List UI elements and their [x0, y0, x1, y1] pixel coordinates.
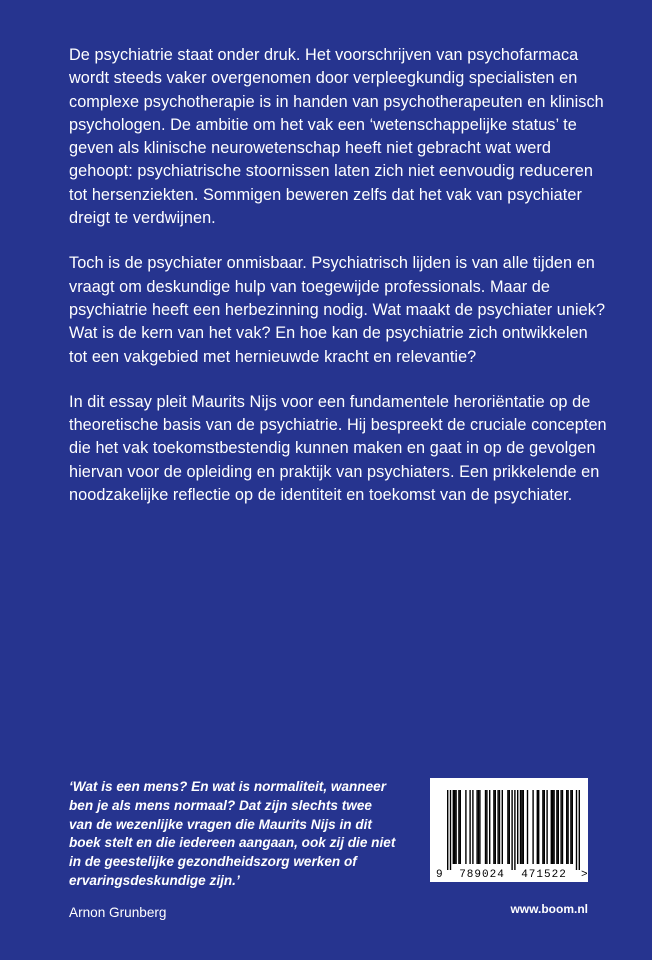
barcode-bar — [532, 790, 533, 864]
barcode-end-mark: > — [581, 869, 588, 881]
barcode-right-digits: 471522 — [521, 869, 567, 881]
barcode-bar — [527, 790, 528, 864]
barcode-bar — [455, 790, 456, 864]
barcode-graphic — [430, 778, 588, 882]
blurb-paragraph-3: In dit essay pleit Maurits Nijs voor een fundamentele heroriëntatie op de theoretische basis van de psychiatrie. Hij bespreekt de cruciale concepten die het vak toekomstbestendig kunnen maken en gaat in op de gevolgen hiervan voor de opleiding en praktijk van psychiaters. Een prikkelende en noodzakelijke reflectie op de identiteit en toekomst van de psychiater. — [69, 392, 607, 505]
barcode-bar — [546, 790, 547, 864]
barcode-bar — [458, 790, 459, 864]
publisher-website: www.boom.nl — [510, 902, 588, 916]
barcode-bar — [509, 790, 510, 864]
barcode-bar — [502, 790, 503, 864]
barcode-bar — [476, 790, 477, 864]
back-cover-blurb — [69, 44, 609, 529]
blurb-paragraph-2: Toch is de psychiater onmisbaar. Psychiatrisch lijden is van alle tijden en vraagt om deskundige hulp van toegewijde professionals. Maar de psychiatrie heeft een herbezinning nodig. Wat maakt de psychiater uniek? Wat is de kern van het vak? En hoe kan de psychiatrie zich ontwikkelen tot een vakgebied met hernieuwde kracht en relevantie? — [69, 254, 606, 366]
barcode-bar — [486, 790, 487, 864]
isbn-barcode — [430, 778, 588, 882]
barcode-bar — [450, 790, 451, 870]
barcode-bar — [558, 790, 559, 864]
barcode-bar — [570, 790, 571, 864]
endorsement-quote: ‘Wat is een mens? En wat is normaliteit, wanneer ben je als mens normaal? Dat zijn slechts twee van de wezenlijke vragen die Maurits Nijs in dit boek stelt en die iedereen aangaan, ook zij die niet in de geestelijke gezondheidszorg werken of ervaringsdeskundige zijn.’ — [69, 779, 396, 888]
barcode-bar — [485, 790, 486, 864]
barcode-bar — [447, 790, 448, 870]
barcode-bar — [566, 790, 567, 864]
barcode-bar — [469, 790, 470, 864]
barcode-left-digits: 789024 — [459, 869, 505, 881]
barcode-first-digit: 9 — [436, 869, 443, 881]
barcode-bar — [560, 790, 561, 864]
barcode-bar — [562, 790, 563, 864]
barcode-bar — [520, 790, 521, 864]
barcode-bar — [523, 790, 524, 864]
barcode-bar — [572, 790, 573, 864]
barcode-bar — [553, 790, 554, 864]
barcode-bar — [493, 790, 494, 864]
barcode-bar — [576, 790, 577, 870]
barcode-bar — [511, 790, 512, 870]
barcode-bar — [556, 790, 557, 864]
barcode-bar — [521, 790, 522, 864]
barcode-bar — [579, 790, 580, 870]
endorsement-author: Arnon Grunberg — [69, 904, 167, 920]
barcode-bar — [517, 790, 518, 864]
barcode-bar — [551, 790, 552, 864]
barcode-bar — [537, 790, 538, 864]
barcode-bar — [495, 790, 496, 864]
barcode-bar — [454, 790, 455, 864]
barcode-bar — [507, 790, 508, 864]
barcode-bar — [489, 790, 490, 864]
barcode-bar — [460, 790, 461, 864]
barcode-bar — [497, 790, 498, 864]
barcode-bar — [465, 790, 466, 864]
barcode-bar — [514, 790, 515, 870]
barcode-bar — [478, 790, 479, 864]
barcode-bar — [479, 790, 480, 864]
barcode-bar — [472, 790, 473, 864]
blurb-paragraph-1: De psychiatrie staat onder druk. Het voorschrijven van psychofarmaca wordt steeds vaker overgenomen door verpleegkundig specialisten en complexe psychotherapie is in handen van psychotherapeuten en klinisch psychologen. De ambitie om het vak een ‘wetenschappelijke status’ te geven als klinische neurowetenschap heeft niet gebracht wat werd gehoopt: psychiatrische stoornissen laten zich niet eenvoudig reduceren tot hersenziekten. Sommigen beweren zelfs dat het vak van psychiater dreigt te verdwijnen. — [69, 46, 604, 228]
barcode-bar — [499, 790, 500, 864]
barcode-bar — [542, 790, 543, 864]
barcode-bar — [552, 790, 553, 864]
barcode-bar — [453, 790, 454, 864]
barcode-bar — [567, 790, 568, 864]
barcode-bars — [447, 790, 580, 870]
barcode-bar — [538, 790, 539, 864]
endorsement — [69, 778, 399, 922]
barcode-bar — [544, 790, 545, 864]
